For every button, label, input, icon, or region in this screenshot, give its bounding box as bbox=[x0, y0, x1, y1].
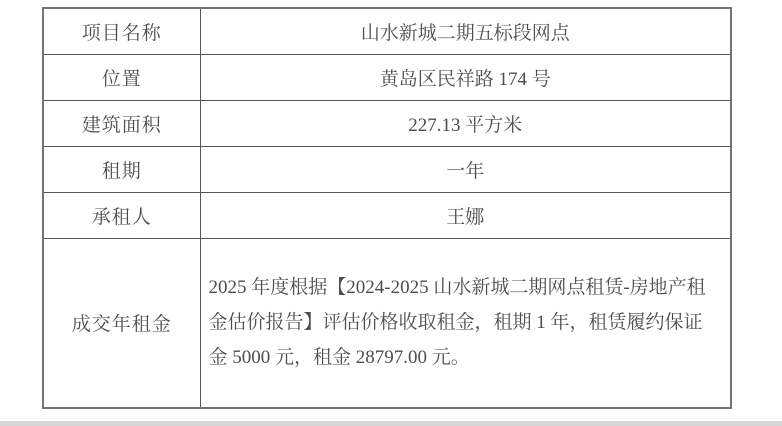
row-label-location: 位置 bbox=[43, 54, 200, 100]
table-row-lease-term bbox=[43, 146, 731, 192]
row-label-building-area: 建筑面积 bbox=[43, 100, 200, 146]
table-row-project-name bbox=[43, 8, 731, 54]
row-label-annual-rent: 成交年租金 bbox=[43, 238, 200, 408]
row-value-lease-term: 一年 bbox=[200, 146, 731, 192]
row-label-tenant: 承租人 bbox=[43, 192, 200, 238]
row-value-project-name: 山水新城二期五标段网点 bbox=[200, 8, 731, 54]
row-value-tenant: 王娜 bbox=[200, 192, 731, 238]
row-value-annual-rent: 2025 年度根据【2024-2025 山水新城二期网点租赁-房地产租金估价报告】评估价格收取租金，租期 1 年，租赁履约保证金 5000 元，租金 28797.00 元。 bbox=[200, 238, 731, 408]
row-value-building-area: 227.13 平方米 bbox=[200, 100, 731, 146]
page-bottom-edge bbox=[0, 421, 782, 426]
table-row-annual-rent bbox=[43, 238, 731, 408]
row-label-lease-term: 租期 bbox=[43, 146, 200, 192]
row-value-location: 黄岛区民祥路 174 号 bbox=[200, 54, 731, 100]
table-row-location bbox=[43, 54, 731, 100]
table-row-tenant bbox=[43, 192, 731, 238]
property-info-table bbox=[42, 7, 732, 409]
table-row-building-area bbox=[43, 100, 731, 146]
row-label-project-name: 项目名称 bbox=[43, 8, 200, 54]
